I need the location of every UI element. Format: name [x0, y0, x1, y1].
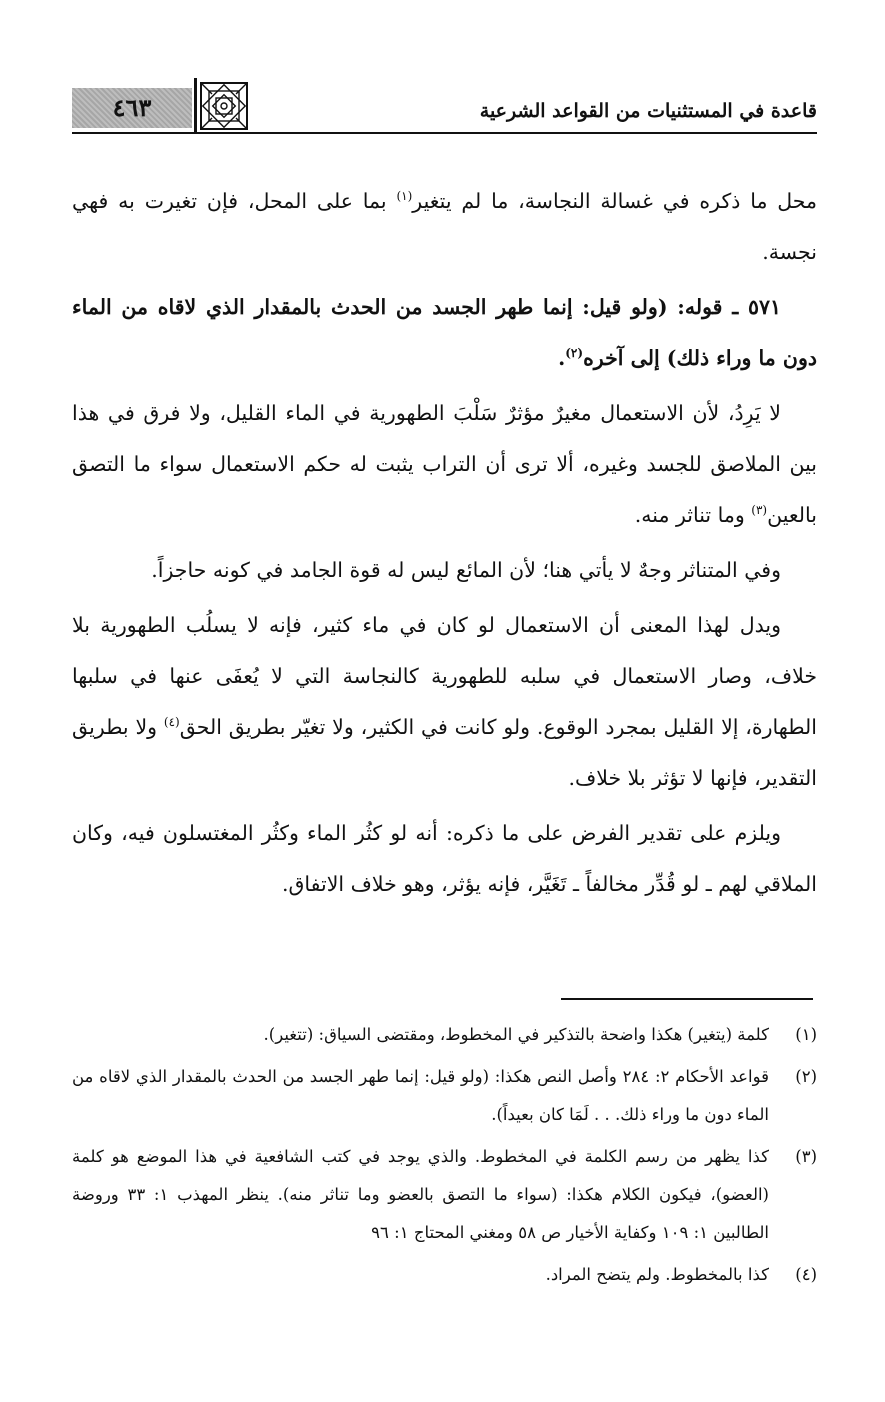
footnotes	[72, 1016, 817, 1298]
footnote-text: قواعد الأحكام ٢: ٢٨٤ وأصل النص هكذا: (ولو قيل: إنما طهر الجسد من الحدث بالمقدار الذي لاقاه من الماء دون ما وراء ذلك. . . لَمَا كان بعيداً).	[72, 1067, 770, 1124]
geometric-star-ornament-icon	[200, 82, 248, 130]
footnote-ref: (٣)	[751, 503, 768, 518]
footnote-number: (١)	[795, 1025, 817, 1044]
page-number: ٤٦٣	[72, 88, 192, 128]
footnote-ref: (٤)	[163, 715, 180, 730]
paragraph: لا يَرِدُ، لأن الاستعمال مغيرٌ مؤثرٌ سَلْبَ الطهورية في الماء القليل، ولا فرق في هذا بين الملاصق للجسد وغيره، ألا ترى أن التراب يثبت له حكم الاستعمال سواء ما التصق بالعين$^{(٣)}$ وما تناثر منه.	[72, 401, 817, 527]
footnote	[72, 1138, 817, 1252]
footnote-ref: (٢)	[565, 346, 584, 361]
footnote-number: (٢)	[795, 1067, 817, 1086]
footnote-text: كلمة (يتغير) هكذا واضحة بالتذكير في المخطوط، ومقتضى السياق: (تتغير).	[263, 1025, 769, 1044]
footnote-number: (٤)	[795, 1265, 817, 1284]
header-rule	[72, 132, 817, 134]
footnote	[72, 1016, 817, 1054]
paragraph: محل ما ذكره في غسالة النجاسة، ما لم يتغير$^{(١)}$ بما على المحل، فإن تغيرت به فهي نجسة.	[72, 189, 817, 264]
footnote-ref: (١)	[396, 189, 413, 204]
running-title: قاعدة في المستثنيات من القواعد الشرعية	[479, 100, 817, 122]
paragraph: ويلزم على تقدير الفرض على ما ذكره: أنه لو كثُر الماء وكثُر المغتسلون فيه، وكان الملاقي لهم ـ لو قُدِّر مخالفاً ـ تَغَيَّر، فإنه يؤثر، وهو خلاف الاتفاق.	[72, 821, 817, 896]
paragraph: ويدل لهذا المعنى أن الاستعمال لو كان في ماء كثير، فإنه لا يسلُب الطهورية بلا خلاف، وصار الاستعمال في سلبه للطهورية كالنجاسة التي لا يُعفَى عنها في سلبها الطهارة، إلا القليل بمجرد الوقوع. ولو كانت في الكثير، ولا تغيّر بطريق الحق$^{(٤)}$ ولا بطريق التقدير، فإنها لا تؤثر بلا خلاف.	[72, 613, 817, 790]
footnote-text: كذا بالمخطوط. ولم يتضح المراد.	[545, 1265, 769, 1284]
paragraph: وفي المتناثر وجهٌ لا يأتي هنا؛ لأن المائع ليس له قوة الجامد في كونه حاجزاً.	[151, 558, 781, 582]
quoted-ruling: ٥٧١ ـ قوله: (ولو قيل: إنما طهر الجسد من الحدث بالمقدار الذي لاقاه من الماء دون ما وراء ذلك) إلى آخره$^{(٢)}$.	[72, 295, 817, 370]
footnote	[72, 1058, 817, 1134]
footnote-text: كذا يظهر من رسم الكلمة في المخطوط. والذي يوجد في كتب الشافعية في هذا الموضع هو كلمة (العضو)، فيكون الكلام هكذا: (سواء ما التصق بالعضو وما تناثر منه). ينظر المهذب ١: ٣٣ وروضة الطالبين ١: ١٠٩ وكفاية الأخيار ص ٥٨ ومغني المحتاج ١: ٩٦	[72, 1147, 769, 1242]
footnote-number: (٣)	[795, 1147, 817, 1166]
footnote-separator	[561, 998, 813, 1000]
main-text	[72, 176, 817, 910]
running-header	[72, 78, 817, 136]
header-separator	[194, 78, 197, 134]
footnote	[72, 1256, 817, 1294]
